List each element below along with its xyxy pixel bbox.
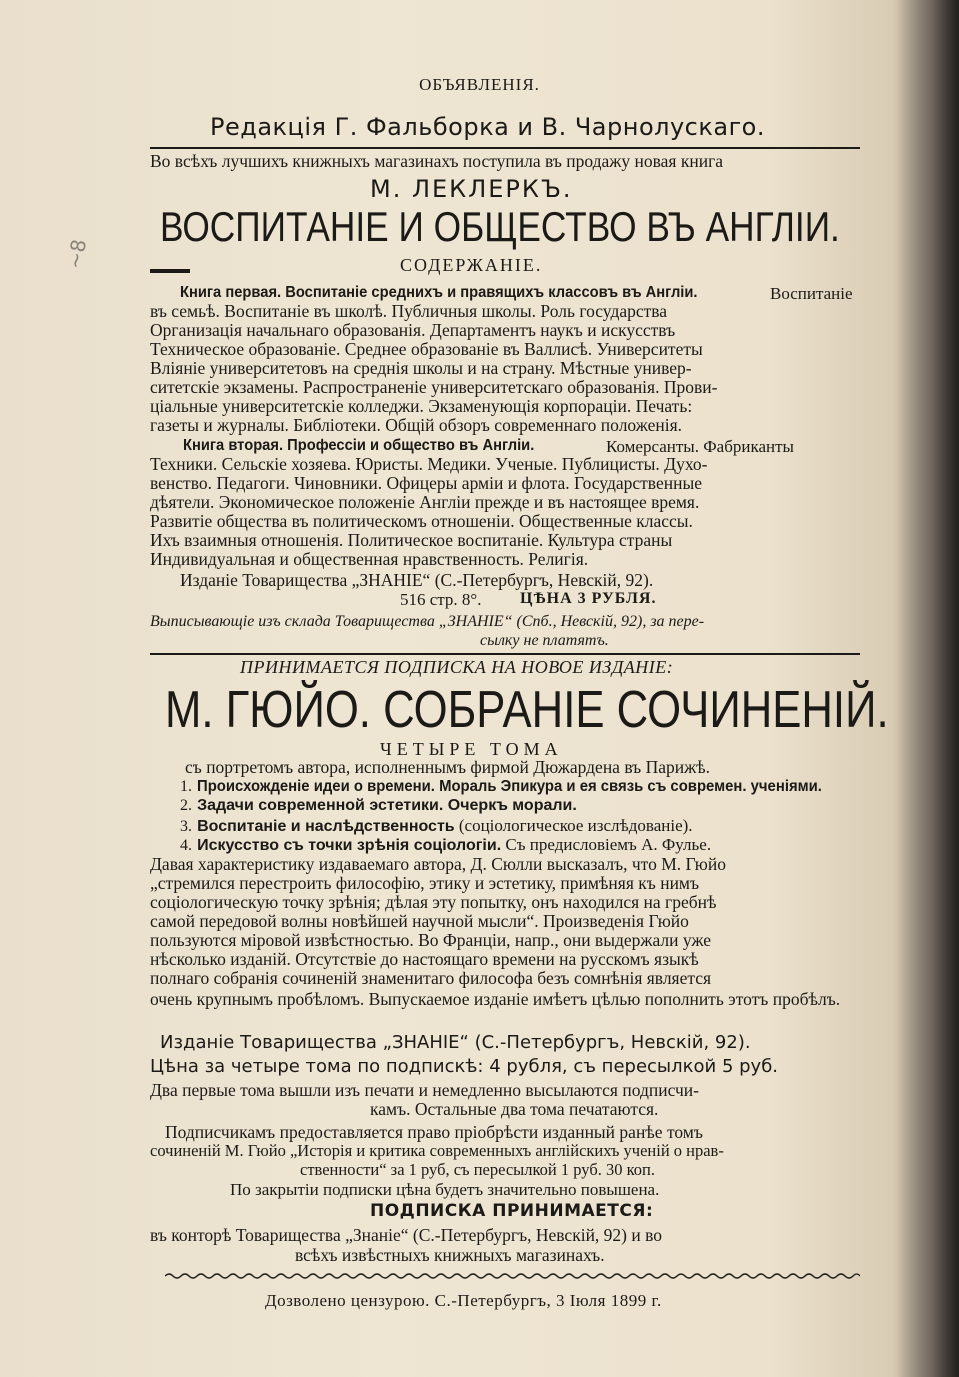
item-title: Воспитаніе и наслѣдственность [197, 818, 455, 835]
ad2-subs-line: сочиненій М. Гюйо „Исторія и критика современныхъ англійскихъ ученій о нрав- [150, 1141, 724, 1160]
ad2-out-line: Два первые тома вышли изъ печати и немедленно высылаются подписчи- [150, 1080, 700, 1100]
page-footer: Дозволено цензурою. С.-Петербургъ, 3 Іюля 1899 г. [265, 1291, 662, 1310]
ad2-accepted: ПОДПИСКА ПРИНИМАЕТСЯ: [370, 1201, 654, 1221]
ad2-volumes: ЧЕТЫРЕ ТОМА [380, 739, 563, 759]
ad2-desc-line: очень крупнымъ пробѣломъ. Выпускаемое изданіе имѣетъ цѣлью пополнить этотъ пробѣлъ. [150, 989, 841, 1009]
ad2-publisher: Изданіе Товарищества „ЗНАНІЕ“ (С.-Петербургъ, Невскій, 92). [160, 1032, 751, 1053]
editorial-line: Редакція Г. Фальборка и В. Чарнолускаго. [210, 113, 765, 141]
page-header: ОБЪЯВЛЕНIЯ. [419, 75, 540, 94]
ad1-book1-line: газеты и журналы. Библіотеки. Общій обзоръ современнаго положенія. [150, 415, 683, 435]
ad1-price: ЦѢНА 3 РУБЛЯ. [520, 590, 657, 607]
ad2-desc-line: полнаго собранія сочиненій знаменитаго философа безъ сомнѣнія является [150, 968, 712, 988]
ad1-book1-title: Книга первая. Воспитаніе среднихъ и правящихъ классовъ въ Англіи. [180, 284, 698, 301]
ad1-book1-line: Воспитаніе [770, 284, 853, 303]
ad2-out-line: камъ. Остальные два тома печатаются. [370, 1099, 659, 1119]
book-binding-shadow [897, 0, 959, 1377]
ad1-book2-line: Техники. Сельскіе хозяева. Юристы. Медики. Ученые. Публицисты. Духо- [150, 454, 708, 474]
item-number: 3. [180, 818, 192, 835]
ad2-price-line: Цѣна за четыре тома по подпискѣ: 4 рубля, съ пересылкой 5 руб. [150, 1056, 779, 1077]
item-note: Съ предисловіемъ А. Фулье. [501, 835, 712, 854]
ad1-intro: Во всѣхъ лучшихъ книжныхъ магазинахъ поступила въ продажу новая книга [150, 151, 724, 171]
ad2-desc-line: соціологическую точку зрѣнія; дѣлая эту попытку, онъ находился на гребнѣ [150, 892, 717, 912]
item-number: 2. [180, 797, 192, 814]
ad2-subs-line: ственности“ за 1 руб, съ пересылкой 1 руб. 30 коп. [300, 1160, 655, 1179]
ad1-note: Выписывающіе изъ склада Товарищества „ЗНАНІЕ“ (Спб., Невскій, 92), за пере- [150, 613, 705, 630]
ad1-book1-line: ціальные университетскіе колледжи. Экзаменующія корпораціи. Печать: [150, 396, 693, 416]
ad1-book2-title: Книга вторая. Профессіи и общество въ Англіи. [183, 437, 535, 454]
ad2-desc-line: пользуются міровой извѣстностью. Во Франціи, напр., они выдержали уже [150, 930, 712, 950]
ad2-desc-line: Давая характеристику издаваемаго автора, Д. Сюлли высказалъ, что М. Гюйо [150, 854, 726, 874]
ad1-book1-line: въ семьѣ. Воспитаніе въ школѣ. Публичныя школы. Роль государства [150, 301, 668, 321]
editorial-rule [150, 147, 860, 149]
ad2-subscription: ПРИНИМАЕТСЯ ПОДПИСКА НА НОВОЕ ИЗДАНІЕ: [240, 657, 674, 677]
item-note: (соціологическое изслѣдованіе). [454, 816, 693, 835]
ad1-book1-line: ситетскіе экзамены. Распространеніе университетскаго образованія. Прови- [150, 377, 718, 397]
ad1-book1-line: Техническое образованіе. Среднее образованіе въ Валлисѣ. Университеты [150, 339, 703, 359]
contents-left-rule [150, 269, 190, 273]
item-title: Задачи современной эстетики. Очеркъ морали. [197, 797, 577, 814]
ad2-desc-line: самой передовой волны новѣйшей научной мысли“. Произведенія Гюйо [150, 911, 689, 931]
ad1-book2-line: Развитіе общества въ политическомъ отношеніи. Общественные классы. [150, 511, 693, 531]
ad1-title: ВОСПИТАНІЕ И ОБЩЕСТВО ВЪ АНГЛІИ. [160, 203, 840, 250]
ad2-close-line: По закрытіи подписки цѣна будетъ значительно повышена. [230, 1180, 660, 1199]
ad2-title: М. ГЮЙО. СОБРАНІЕ СОЧИНЕНІЙ. [165, 681, 889, 739]
ad1-pages: 516 стр. 8°. [400, 590, 482, 609]
ad2-where-line: всѣхъ извѣстныхъ книжныхъ магазинахъ. [295, 1245, 605, 1265]
ad1-book2-line: Комерсанты. Фабриканты [606, 437, 794, 456]
ad1-contents-heading: СОДЕРЖАНІЕ. [400, 255, 543, 275]
ad2-subs-line: Подписчикамъ предоставляется право пріобрѣсти изданный ранѣе томъ [165, 1122, 703, 1142]
ad1-book1-line: Организація начальнаго образованія. Департаментъ наукъ и искусствъ [150, 320, 676, 340]
ad1-book2-line: Ихъ взаимныя отношенія. Политическое воспитаніе. Культура страны [150, 530, 673, 550]
ad2-desc-line: „стремился перестроить философію, этику и эстетику, примѣняя къ нимъ [150, 873, 700, 893]
ad2-volume-item [180, 797, 577, 814]
ad1-book2-line: дѣятели. Экономическое положеніе Англіи прежде и въ настоящее время. [150, 492, 700, 512]
ad1-book2-line: венство. Педагоги. Чиновники. Офицеры арміи и флота. Государственные [150, 473, 702, 493]
item-number: 1. [180, 778, 192, 795]
ad2-volume-item [180, 817, 693, 835]
item-title: Искусство съ точки зрѣнія соціологіи. [197, 837, 502, 854]
item-number: 4. [180, 837, 192, 854]
ad1-note: сылку не платятъ. [480, 632, 609, 649]
ad1-author: М. ЛЕКЛЕРКЪ. [370, 175, 573, 203]
ad1-book1-line: Вліяніе университетовъ на среднія школы и на страну. Мѣстные универ- [150, 358, 692, 378]
pencil-mark: ~8 [62, 237, 92, 271]
ad2-desc-line: нѣсколько изданій. Отсутствіе до настоящаго времени на русскомъ языкѣ [150, 949, 699, 969]
ad2-volume-item [180, 836, 711, 854]
ad1-book2-line: Индивидуальная и общественная нравственность. Религія. [150, 549, 589, 569]
ad1-publisher: Изданіе Товарищества „ЗНАНІЕ“ (С.-Петербургъ, Невскій, 92). [180, 570, 654, 590]
item-title: Происхожденіе идеи о времени. Мораль Эпикура и ея связь съ современ. ученіями. [197, 778, 823, 795]
section-rule [150, 653, 860, 655]
ad2-portrait: съ портретомъ автора, исполненнымъ фирмой Дюжардена въ Парижѣ. [185, 757, 711, 777]
wavy-divider [165, 1271, 860, 1281]
ad2-volume-item [180, 778, 869, 795]
ad2-where-line: въ конторѣ Товарищества „Знаніе“ (С.-Петербургъ, Невскій, 92) и во [150, 1225, 663, 1245]
